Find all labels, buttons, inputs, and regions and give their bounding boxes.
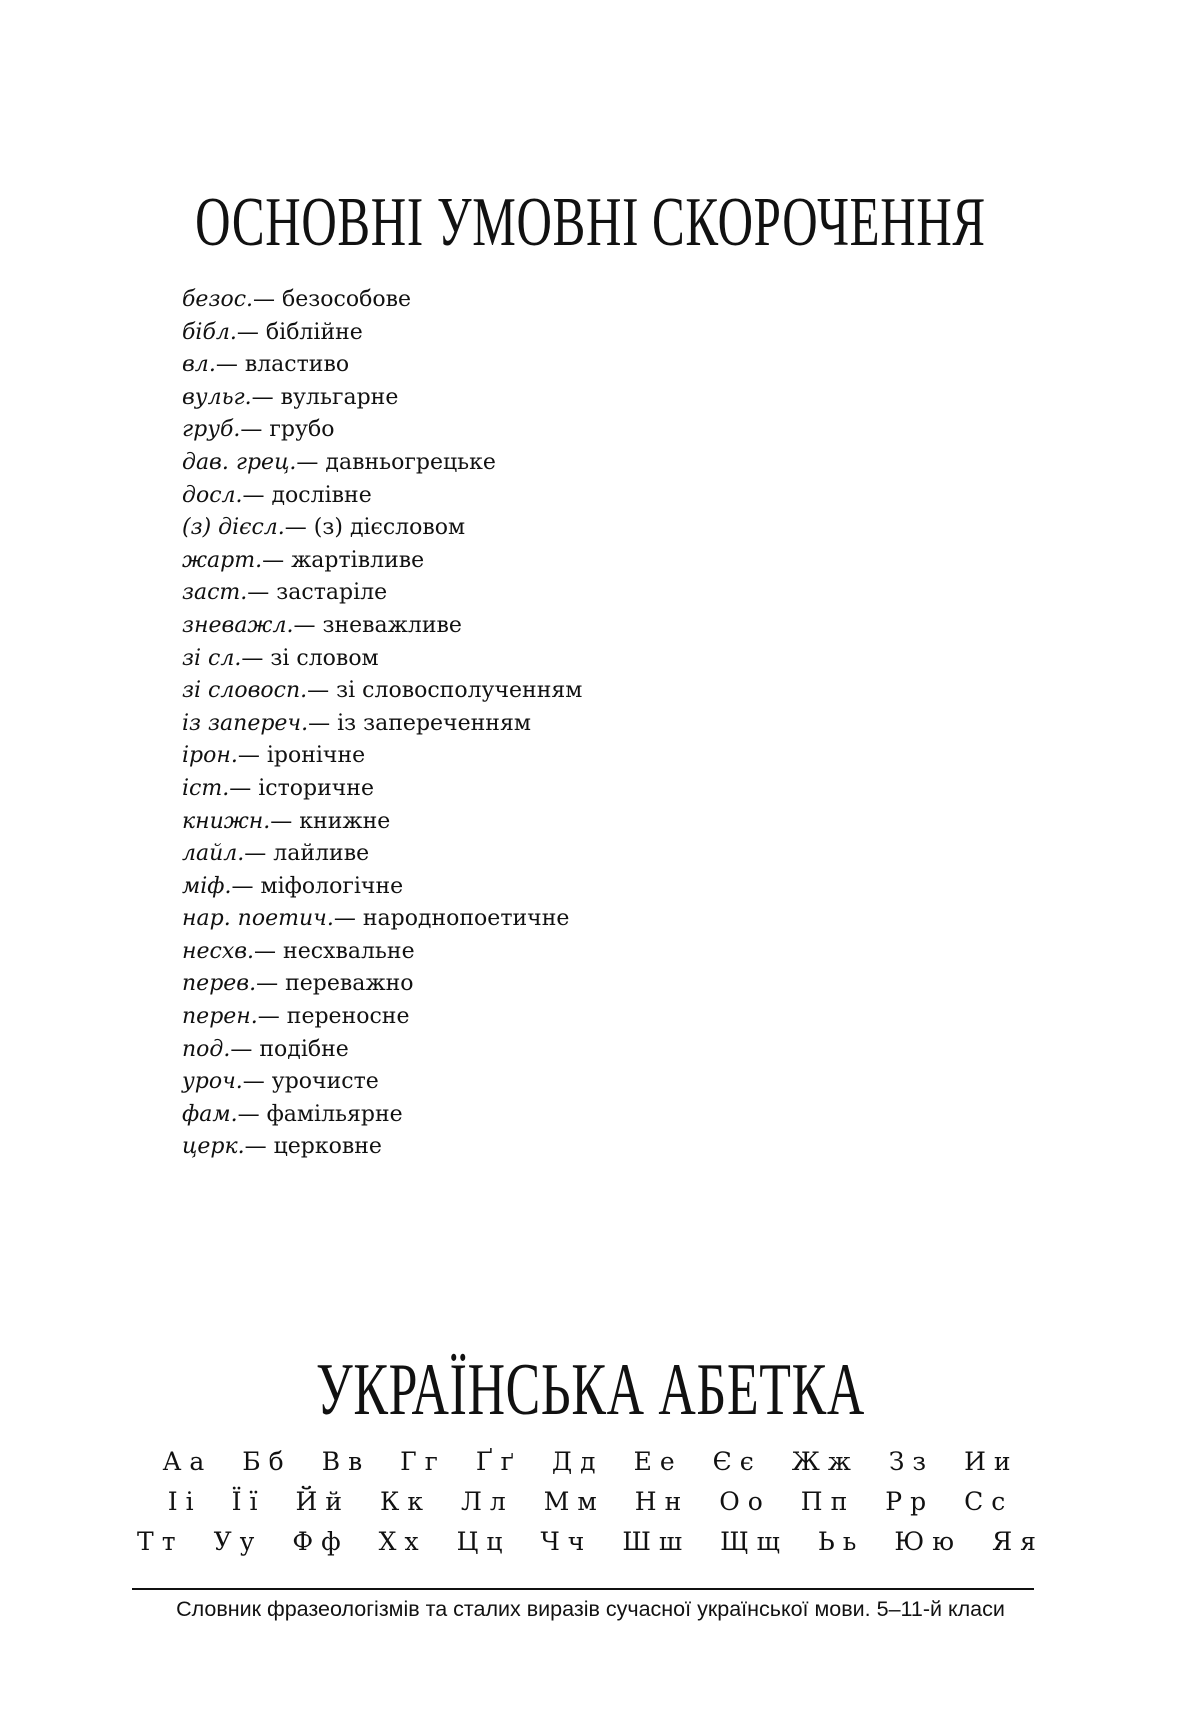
abbreviation-entry	[182, 1034, 582, 1067]
em-dash: —	[262, 547, 285, 573]
letter-pair: Йй	[295, 1487, 350, 1516]
em-dash: —	[244, 1134, 267, 1160]
abbreviation-entry	[182, 480, 582, 513]
abbreviation: вл.	[182, 352, 216, 378]
abbreviation: міф.	[182, 873, 232, 899]
em-dash: —	[242, 1069, 265, 1095]
letter-pair: Кк	[379, 1487, 431, 1516]
abbreviations-title: ОСНОВНІ УМОВНІ СКОРОЧЕННЯ	[195, 184, 986, 261]
abbreviation-meaning: переносне	[286, 1004, 410, 1030]
letter-pair: Ьь	[817, 1527, 865, 1556]
em-dash: —	[256, 971, 279, 997]
em-dash: —	[308, 710, 331, 736]
abbreviation: ірон.	[182, 743, 238, 769]
abbreviation-meaning: фамільярне	[266, 1101, 403, 1127]
em-dash: —	[241, 645, 264, 671]
abbreviation-entry	[182, 903, 582, 936]
em-dash: —	[237, 1101, 260, 1127]
abbreviation-meaning: несхвальне	[283, 938, 415, 964]
letter-pair: Сс	[964, 1487, 1014, 1516]
footer-divider	[132, 1588, 1034, 1590]
abbreviation: (з) дієсл.	[182, 515, 285, 541]
abbreviation-entry	[182, 382, 582, 415]
abbreviation-entry	[182, 1131, 582, 1164]
abbreviation-meaning: біблійне	[265, 319, 363, 345]
letter-pair: Зз	[888, 1447, 935, 1476]
alphabet-grid	[0, 1442, 1181, 1562]
abbreviation: іст.	[182, 775, 230, 801]
abbreviation-entry	[182, 806, 582, 839]
em-dash: —	[215, 352, 238, 378]
abbreviation-entry	[182, 936, 582, 969]
em-dash: —	[237, 743, 260, 769]
abbreviation-entry	[182, 675, 582, 708]
alphabet-row	[0, 1442, 1181, 1482]
letter-pair: Гг	[400, 1447, 446, 1476]
abbreviation: нар. поетич.	[182, 906, 334, 932]
abbreviation-meaning: безособове	[282, 287, 411, 312]
abbreviation-meaning: історичне	[258, 775, 374, 801]
em-dash: —	[270, 808, 293, 834]
em-dash: —	[307, 678, 330, 704]
abbreviation-meaning: переважно	[285, 971, 414, 997]
abbreviation-entry	[182, 773, 582, 806]
abbreviation-meaning: церковне	[273, 1134, 382, 1160]
abbreviation: зневажл.	[182, 612, 294, 638]
abbreviation-meaning: жартівливе	[291, 547, 425, 573]
em-dash: —	[240, 417, 263, 443]
abbreviation-meaning: застаріле	[276, 580, 388, 606]
abbreviation-entry	[182, 1066, 582, 1099]
abbreviation: зі словосп.	[182, 678, 308, 704]
letter-pair: Її	[231, 1487, 266, 1516]
abbreviation: уроч.	[182, 1069, 243, 1095]
abbreviation-meaning: зневажливе	[322, 612, 462, 638]
letter-pair: Мм	[543, 1487, 605, 1516]
alphabet-row	[0, 1522, 1181, 1562]
abbreviation: книжн.	[182, 808, 271, 834]
alphabet-row	[0, 1482, 1181, 1522]
abbreviation-meaning: лайливе	[273, 841, 370, 867]
em-dash: —	[253, 287, 276, 312]
letter-pair: Пп	[800, 1487, 856, 1516]
alphabet-title: УКРАЇНСЬКА АБЕТКА	[316, 1349, 865, 1431]
abbreviation: жарт.	[182, 547, 263, 573]
em-dash: —	[333, 906, 356, 932]
letter-pair: Шш	[622, 1527, 691, 1556]
letter-pair: Чч	[540, 1527, 593, 1556]
abbreviation-entry	[182, 1099, 582, 1132]
abbreviation: дав. грец.	[182, 449, 297, 475]
abbreviation-entry	[182, 708, 582, 741]
letter-pair: Ґґ	[475, 1447, 522, 1476]
em-dash: —	[229, 775, 252, 801]
em-dash: —	[230, 1036, 253, 1062]
abbreviation: несхв.	[182, 938, 255, 964]
letter-pair: Бб	[242, 1447, 292, 1476]
letter-pair: Цц	[456, 1527, 511, 1556]
abbreviation-entry	[182, 643, 582, 676]
abbreviation-entry	[182, 447, 582, 480]
letter-pair: Рр	[885, 1487, 935, 1516]
abbreviation-entry	[182, 610, 582, 643]
abbreviation-meaning: вульгарне	[280, 384, 399, 410]
abbreviation-entry	[182, 512, 582, 545]
abbreviation: лайл.	[182, 841, 245, 867]
em-dash: —	[231, 873, 254, 899]
letter-pair: Аа	[162, 1447, 213, 1476]
abbreviation-meaning: подібне	[259, 1036, 349, 1062]
abbreviations-list	[182, 284, 582, 1164]
letter-pair: Щщ	[720, 1527, 788, 1556]
abbreviation-entry	[182, 414, 582, 447]
abbreviation: зі сл.	[182, 645, 242, 671]
abbreviation: безос.	[182, 287, 254, 312]
letter-pair: Яя	[991, 1527, 1044, 1556]
abbreviation-entry	[182, 577, 582, 610]
em-dash: —	[236, 319, 259, 345]
abbreviation: перен.	[182, 1004, 258, 1030]
letter-pair: Юю	[894, 1527, 962, 1556]
abbreviation: досл.	[182, 482, 243, 508]
abbreviation-meaning: народнопоетичне	[362, 906, 570, 932]
em-dash: —	[254, 938, 277, 964]
abbreviation-meaning: властиво	[244, 352, 350, 378]
abbreviation: вульг.	[182, 384, 252, 410]
abbreviation: перев.	[182, 971, 257, 997]
abbreviation: із запереч.	[182, 710, 309, 736]
abbreviation-entry	[182, 349, 582, 382]
letter-pair: Хх	[378, 1527, 427, 1556]
abbreviation: фам.	[182, 1101, 238, 1127]
abbreviation-entry	[182, 545, 582, 578]
abbreviation: под.	[182, 1036, 231, 1062]
letter-pair: Вв	[321, 1447, 371, 1476]
abbreviation-entry	[182, 968, 582, 1001]
abbreviation-entry	[182, 740, 582, 773]
abbreviation-meaning: із запереченням	[337, 710, 531, 736]
em-dash: —	[244, 841, 267, 867]
abbreviation: бібл.	[182, 319, 237, 345]
em-dash: —	[251, 384, 274, 410]
abbreviation-entry	[182, 871, 582, 904]
abbreviation: заст.	[182, 580, 248, 606]
abbreviation-meaning: урочисте	[271, 1069, 379, 1095]
abbreviation-meaning: іронічне	[266, 743, 366, 769]
abbreviation-meaning: міфологічне	[260, 873, 404, 899]
letter-pair: Ии	[964, 1447, 1019, 1476]
letter-pair: Уу	[213, 1527, 263, 1556]
letter-pair: Фф	[292, 1527, 349, 1556]
abbreviation-entry	[182, 317, 582, 350]
em-dash: —	[293, 612, 316, 638]
abbreviation-meaning: дослівне	[271, 482, 372, 508]
letter-pair: Лл	[460, 1487, 514, 1516]
letter-pair: Дд	[551, 1447, 604, 1476]
letter-pair: Жж	[791, 1447, 859, 1476]
abbreviation-entry	[182, 284, 582, 317]
letter-pair: Нн	[634, 1487, 690, 1516]
page-footer: Словник фразеологізмів та сталих виразів сучасної української мови. 5–11-й класи	[176, 1597, 1005, 1621]
letter-pair: Єє	[712, 1447, 762, 1476]
abbreviation-meaning: (з) дієсловом	[313, 515, 466, 541]
abbreviation-entry	[182, 1001, 582, 1034]
em-dash: —	[247, 580, 270, 606]
abbreviation-meaning: давньогрецьке	[325, 449, 496, 475]
em-dash: —	[257, 1004, 280, 1030]
em-dash: —	[284, 515, 307, 541]
letter-pair: Оо	[719, 1487, 771, 1516]
abbreviation: груб.	[182, 417, 241, 443]
letter-pair: Тт	[137, 1527, 184, 1556]
em-dash: —	[242, 482, 265, 508]
em-dash: —	[296, 449, 319, 475]
abbreviation-meaning: зі словом	[270, 645, 379, 671]
letter-pair: Іі	[167, 1487, 202, 1516]
abbreviation-meaning: зі словосполученням	[336, 678, 583, 704]
abbreviation-meaning: грубо	[269, 417, 335, 443]
letter-pair: Ее	[633, 1447, 683, 1476]
abbreviation: церк.	[182, 1134, 245, 1160]
abbreviation-entry	[182, 838, 582, 871]
abbreviation-meaning: книжне	[299, 808, 391, 834]
